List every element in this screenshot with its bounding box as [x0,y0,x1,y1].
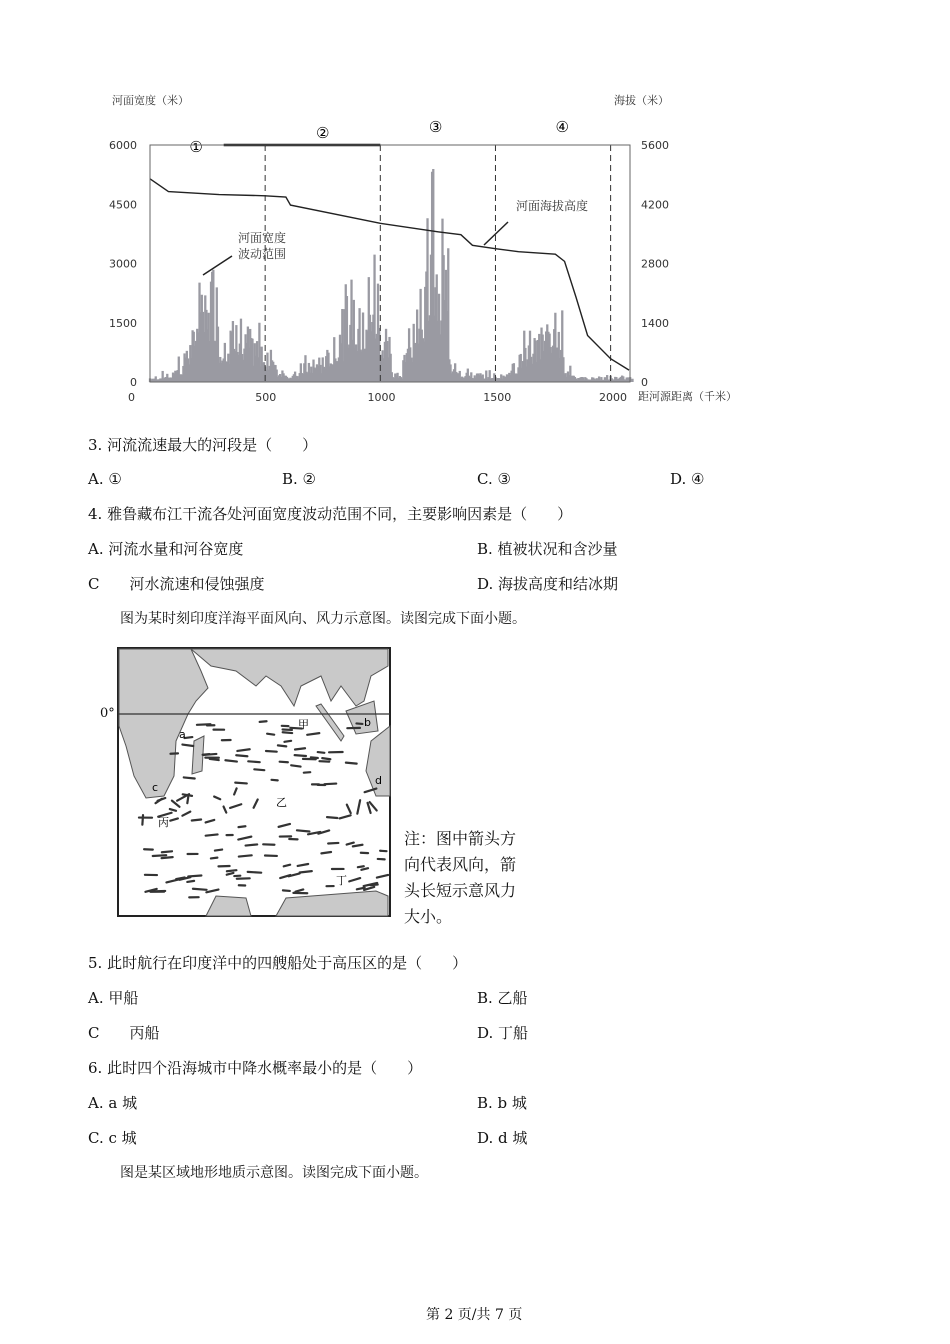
q5-option-a[interactable]: A. 甲船 [88,989,139,1007]
map-note [404,826,516,930]
wind-arrow [272,780,278,781]
next-intro: 图是某区域地形地质示意图。读图完成下面小题。 [120,1165,428,1181]
wind-arrow [327,817,337,818]
question-4-stem: 4. 雅鲁藏布江干流各处河面宽度波动范围不同，主要影响因素是（ ） [88,505,573,523]
q3-option-a[interactable]: A. ① [88,470,122,488]
q6-option-b[interactable]: B. b 城 [477,1094,527,1112]
map-note-line: 向代表风向，箭 [404,855,517,874]
wind-arrow [210,759,219,760]
indian-ocean-wind-map [116,646,416,921]
y-left-tick-label: 1500 [109,316,137,330]
wind-arrow [206,834,218,835]
annotation-width-line2: 波动范围 [238,247,287,261]
wind-arrow [266,751,277,752]
q4-option-d[interactable]: D. 海拔高度和结冰期 [477,575,619,593]
wind-arrow [236,755,247,756]
wind-arrow [193,889,207,890]
wind-arrow [361,868,368,870]
q3-option-d[interactable]: D. ④ [670,470,705,488]
wind-arrow [321,852,331,853]
wind-arrow [284,741,291,742]
q4-option-b[interactable]: B. 植被状况和含沙量 [477,540,618,558]
question-5-stem: 5. 此时航行在印度洋中的四艘船处于高压区的是（ ） [88,954,468,972]
wind-arrow [311,757,318,758]
x-tick-label: 1500 [483,391,512,404]
wind-arrow [238,826,245,827]
q3-option-b[interactable]: B. ② [282,470,317,488]
x-tick-label: 1000 [367,391,396,404]
y-right-tick-label: 1400 [641,316,669,330]
wind-arrow [280,762,288,763]
annotation-width-line1: 河面宽度 [238,231,287,245]
wind-arrow [235,783,247,784]
x-tick-label: 2000 [599,391,627,404]
wind-arrow [318,752,325,753]
wind-arrow [246,844,258,845]
q6-option-c[interactable]: C. c 城 [88,1129,137,1147]
river-profile-chart [0,0,950,420]
map-note-line: 头长短示意风力 [404,881,517,900]
q4-option-a[interactable]: A. 河流水量和河谷宽度 [88,540,244,558]
wind-arrow [187,797,188,803]
wind-arrow [203,754,210,755]
equator-label: 0° [100,706,115,721]
y-left-tick-label: 4500 [109,198,137,212]
wind-arrow [283,890,290,891]
wind-arrow [295,755,306,756]
q5-option-d[interactable]: D. 丁船 [477,1024,529,1042]
wind-arrow [322,758,330,759]
wind-arrow [304,772,310,773]
wind-arrow [291,765,300,766]
question-6-stem: 6. 此时四个沿海城市中降水概率最小的是（ ） [88,1059,423,1077]
ship-jia: 甲 [298,718,309,731]
wind-arrow [187,881,194,882]
wind-arrow [283,732,292,733]
city-c: c [152,781,159,794]
wind-arrow [153,855,166,856]
q6-option-a[interactable]: A. a 城 [88,1094,138,1112]
map-note-line: 大小。 [404,907,453,926]
q5-option-c[interactable]: C 丙船 [88,1024,160,1042]
y-left-tick-label: 0 [130,376,137,389]
wind-arrow [254,769,264,770]
wind-arrow [211,858,217,859]
wind-arrow [227,870,237,871]
annotation-width-arrow [203,256,232,275]
wind-arrow [225,760,236,761]
wind-arrow [162,857,173,858]
y-left-tick-label: 3000 [109,257,137,271]
city-a: a [179,728,186,741]
wind-arrow [267,734,274,735]
wind-arrow [192,819,201,820]
page-footer: 第 2 页/共 7 页 [426,1307,523,1323]
x-label: 距河源距离（千米） [638,390,737,403]
wind-arrow [248,872,262,873]
y-left-label: 河面宽度（米） [112,94,189,107]
wind-arrow [328,843,338,844]
y-right-tick-label: 0 [641,376,648,389]
map-note-line: 注：图中箭头方 [404,829,517,848]
y-right-tick-label: 5600 [641,139,669,152]
wind-arrow [184,777,195,778]
wind-arrow [197,724,211,725]
wind-arrow [297,830,309,831]
q4-option-c[interactable]: C 河水流速和侵蚀强度 [88,575,265,593]
city-b: b [364,716,371,729]
ship-ding: 丁 [336,874,347,887]
annotation-elev: 河面海拔高度 [516,199,589,213]
wind-arrow [182,745,193,746]
wind-arrow [248,761,259,762]
wind-arrow [300,871,312,872]
wind-arrow [162,851,172,852]
question-3-stem: 3. 河流流速最大的河段是（ ） [88,436,318,454]
wind-arrow [295,748,305,749]
wind-arrow [346,763,357,764]
wind-arrow [284,865,290,867]
wind-arrow [324,784,336,785]
ship-yi: 乙 [276,796,287,809]
map-intro: 图为某时刻印度洋海平面风向、风力示意图。读图完成下面小题。 [120,611,526,627]
wind-arrow [358,866,364,867]
y-left-tick-label: 6000 [109,139,137,152]
section-label: ③ [428,118,443,136]
y-right-tick-label: 4200 [641,198,669,212]
x-tick-label: 500 [255,391,277,404]
x-tick-label: 0 [128,391,135,404]
q3-option-c[interactable]: C. ③ [477,470,511,488]
wind-arrow [188,876,201,877]
y-right-tick-label: 2800 [641,257,669,271]
y-right-label: 海拔（米） [614,94,669,107]
q5-option-b[interactable]: B. 乙船 [477,989,528,1007]
section-label: ② [316,124,330,142]
section-label: ④ [555,118,569,136]
ship-bing: 丙 [158,816,169,829]
annotation-elev-arrow [484,222,508,245]
wind-arrow [215,850,222,851]
wind-arrow [260,721,267,722]
annotation-width [238,230,286,261]
q6-option-d[interactable]: D. d 城 [477,1129,528,1147]
section-label: ① [189,138,203,156]
city-d: d [375,774,382,787]
wind-arrow [278,745,286,746]
wind-arrow [239,855,252,856]
